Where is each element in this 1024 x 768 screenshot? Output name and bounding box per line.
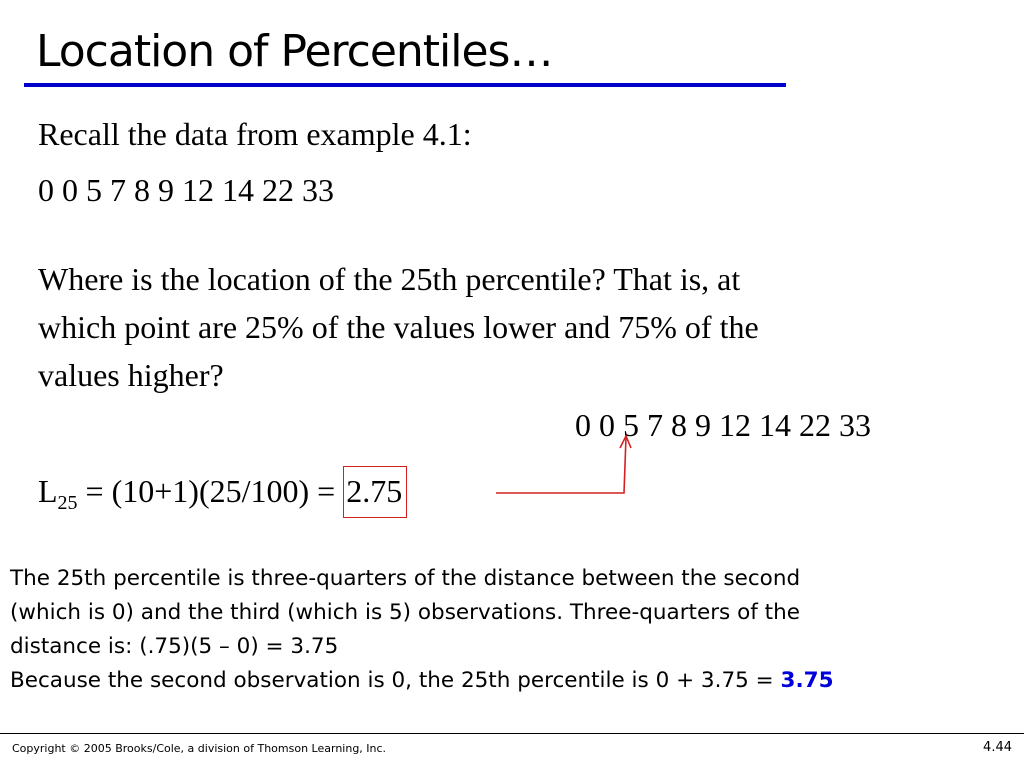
recall-text: Recall the data from example 4.1: — [38, 116, 472, 152]
formula-result-box: 2.75 — [343, 466, 407, 518]
conclusion-line — [10, 664, 834, 698]
formula-symbol: L — [38, 473, 58, 509]
formula-subscript: 25 — [57, 492, 78, 514]
location-formula — [38, 466, 407, 518]
data-values: 0 0 5 7 8 9 12 14 22 33 — [38, 172, 334, 208]
question-line: values higher? — [38, 357, 224, 393]
explanation-line: distance is: (.75)(5 – 0) = 3.75 — [10, 634, 339, 659]
copyright-text: Copyright © 2005 Brooks/Cole, a division of Thomson Learning, Inc. — [12, 742, 387, 755]
formula-expression: = (10+1)(25/100) = — [77, 473, 344, 509]
explanation-line: The 25th percentile is three-quarters of the distance between the second — [10, 566, 801, 591]
conclusion-answer: 3.75 — [780, 668, 834, 693]
slide-title: Location of Percentiles… — [36, 26, 553, 77]
slide-number: 4.44 — [983, 740, 1012, 755]
question-line: which point are 25% of the values lower and 75% of the — [38, 309, 759, 345]
footer-divider — [0, 733, 1024, 734]
question-text — [38, 255, 759, 399]
data-values-repeat: 0 0 5 7 8 9 12 14 22 33 — [575, 407, 871, 443]
explanation-line: (which is 0) and the third (which is 5) observations. Three-quarters of the — [10, 600, 800, 625]
question-line: Where is the location of the 25th percentile? That is, at — [38, 261, 741, 297]
title-underline — [24, 83, 786, 87]
conclusion-text: Because the second observation is 0, the 25th percentile is 0 + 3.75 = — [10, 668, 781, 693]
